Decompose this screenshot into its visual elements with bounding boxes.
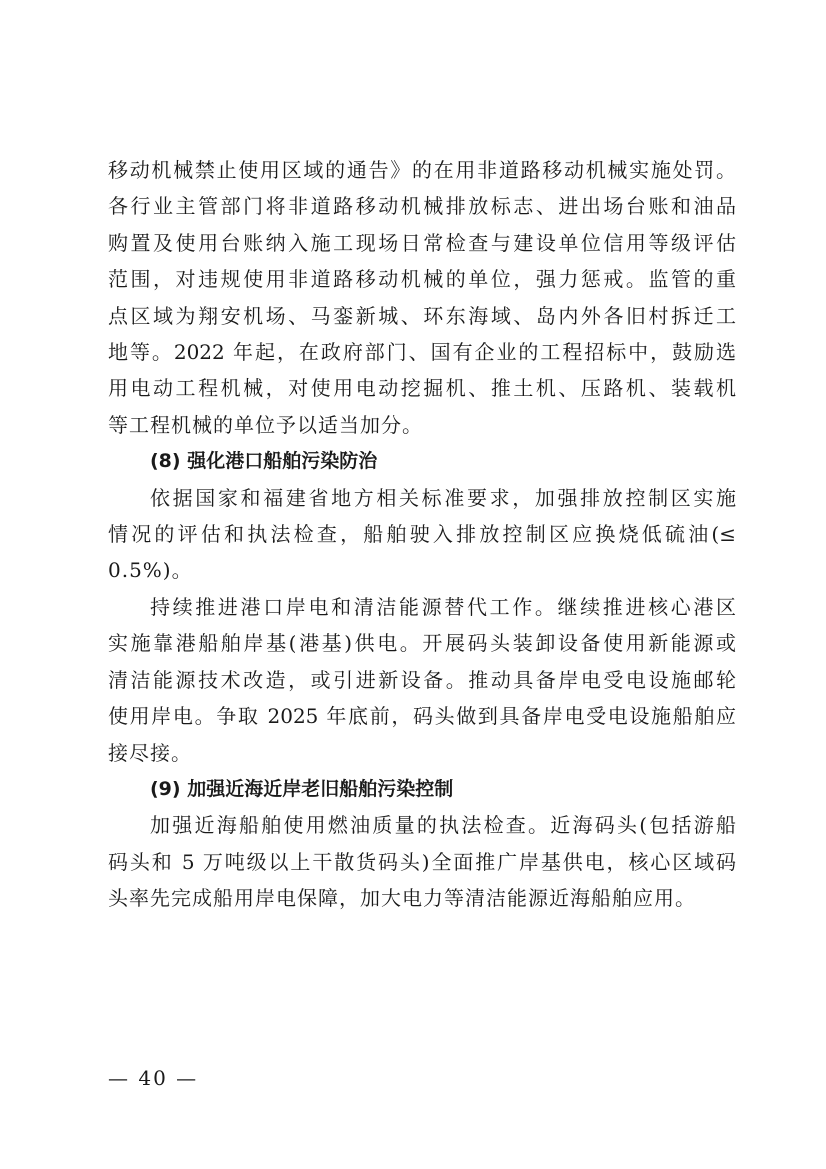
section-heading xyxy=(108,443,736,479)
text-line: 0.5%)。 xyxy=(108,558,193,583)
text-line: 等工程机械的单位予以适当加分。 xyxy=(108,412,423,437)
text-line: 用电动工程机械，对使用电动挖掘机、推土机、压路机、装载机 xyxy=(108,376,736,401)
paragraph xyxy=(108,480,736,589)
heading-text: (8) 强化港口船舶污染防治 xyxy=(150,450,378,473)
page-number: — 40 — xyxy=(108,1066,199,1090)
text-line: 依据国家和福建省地方相关标准要求，加强排放控制区实施 xyxy=(150,485,736,510)
text-line: 各行业主管部门将非道路移动机械排放标志、进出场台账和油品 xyxy=(108,194,736,219)
text-line: 范围，对违规使用非道路移动机械的单位，强力惩戒。监管的重 xyxy=(108,267,736,292)
text-line: 情况的评估和执法检查，船舶驶入排放控制区应换烧低硫油(≤ xyxy=(108,522,736,547)
text-line: 清洁能源技术改造，或引进新设备。推动具备岸电受电设施邮轮 xyxy=(108,667,736,692)
text-line: 使用岸电。争取 2025 年底前，码头做到具备岸电受电设施船舶应 xyxy=(108,704,736,729)
text-line: 头率先完成船用岸电保障，加大电力等清洁能源近海船舶应用。 xyxy=(108,886,696,911)
document-body xyxy=(108,152,736,917)
text-line: 码头和 5 万吨级以上干散货码头)全面推广岸基供电，核心区域码 xyxy=(108,849,736,874)
text-line: 持续推进港口岸电和清洁能源替代工作。继续推进核心港区 xyxy=(150,594,736,619)
paragraph xyxy=(108,152,736,443)
text-line: 移动机械禁止使用区域的通告》的在用非道路移动机械实施处罚。 xyxy=(108,158,736,182)
text-line: 加强近海船舶使用燃油质量的执法检查。近海码头(包括游船 xyxy=(150,813,736,838)
paragraph xyxy=(108,589,736,771)
text-line: 实施靠港船舶岸基(港基)供电。开展码头装卸设备使用新能源或 xyxy=(108,631,736,656)
text-line: 接尽接。 xyxy=(108,740,192,765)
text-line: 点区域为翔安机场、马銮新城、环东海域、岛内外各旧村拆迁工 xyxy=(108,303,736,328)
section-heading xyxy=(108,771,736,807)
text-line: 地等。2022 年起，在政府部门、国有企业的工程招标中，鼓励选 xyxy=(108,340,736,365)
text-line: 购置及使用台账纳入施工现场日常检查与建设单位信用等级评估 xyxy=(108,230,736,255)
paragraph xyxy=(108,807,736,916)
heading-text: (9) 加强近海近岸老旧船舶污染控制 xyxy=(150,777,454,800)
